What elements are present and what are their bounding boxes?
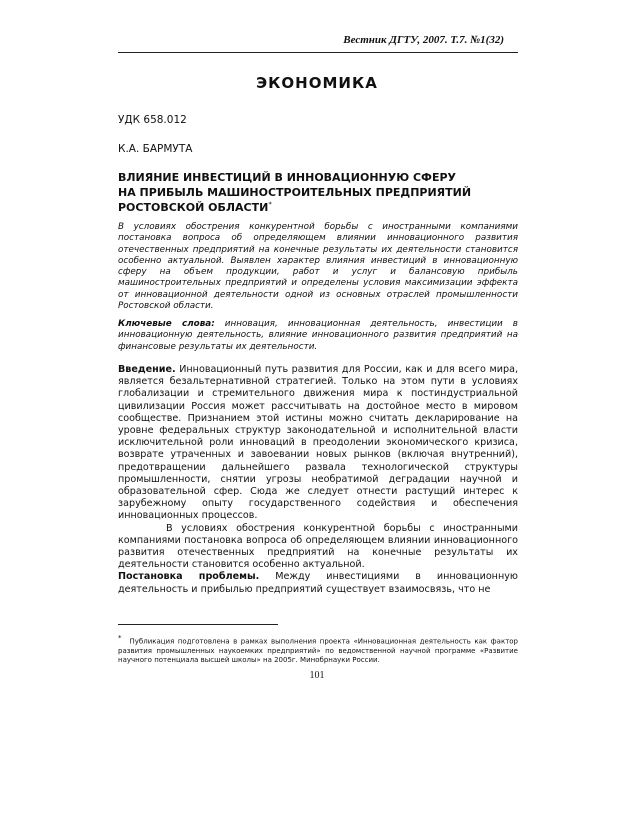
title-line-3-text: РОСТОВСКОЙ ОБЛАСТИ	[118, 201, 269, 214]
problem-text: Между инвестициями в инновационную деятельность и прибылью предприятий существует взаимосвязь, что не	[118, 571, 518, 595]
footnote-mark: *	[118, 634, 122, 642]
abstract: В условиях обострения конкурентной борьбы с иностранными компаниями постановка вопроса об определяющем влиянии инновационного развития отечественных предприятий на конечные результаты их деятельности становится особенно актуальной. Выявлен характер влияния инвестиций в инновационную сферу на объем продукции, работ и услуг и балансовую прибыль машиностроительных предприятий и определены условия максимизации эффекта от инновационной деятельности одной из основных отраслей промышленности Ростовской области.	[118, 222, 518, 312]
intro-paragraph	[118, 364, 518, 523]
author: К.А. БАРМУТА	[118, 143, 193, 155]
page-number: 101	[309, 670, 325, 681]
keywords	[118, 319, 518, 353]
title-line-1: ВЛИЯНИЕ ИНВЕСТИЦИЙ В ИННОВАЦИОННУЮ СФЕРУ	[118, 171, 457, 184]
keywords-label: Ключевые слова:	[118, 319, 215, 329]
title-line-3	[118, 200, 518, 215]
section-title: ЭКОНОМИКА	[256, 74, 378, 92]
body-text	[118, 364, 518, 596]
title-line-2: НА ПРИБЫЛЬ МАШИНОСТРОИТЕЛЬНЫХ ПРЕДПРИЯТИЙ	[118, 186, 472, 199]
problem-label: Постановка проблемы.	[118, 571, 260, 583]
footnote-rule	[118, 624, 278, 625]
title-footnote-mark: *	[268, 200, 272, 209]
footnote-text: Публикация подготовлена в рамках выполнения проекта «Инновационная деятельность как фактор развития промышленных наукоемких предприятий» по ведомственной научной программе «Развитие научного потенциала высшей школы» на 2005г. Минобрнауки России.	[118, 637, 518, 665]
intro-text: Инновационный путь развития для России, как и для всего мира, является безальтернативной стратегией. Только на этом пути в условиях глобализации и стремительного движения мира к постиндустриальной цивилизации Россия может рассчитывать на достойное место в мировом сообществе. Признанием этой истины можно считать декларирование на уровне федеральных структур законодательной и исполнительной власти исключительной роли инноваций в преодолении экономического кризиса, возврате утраченных и завоевании новых рынков (включая внутренний), предотвращении дальнейшего развала технологической структуры промышленности, снятии угрозы необратимой деградации научной и образовательной сфер. Сюда же следует отнести растущий интерес к зарубежному опыту государственного содействия и обеспечения инновационных процессов.	[118, 364, 518, 522]
udc-code: УДК 658.012	[118, 114, 187, 126]
footnote	[118, 634, 518, 666]
problem-paragraph	[118, 571, 518, 595]
intro-label: Введение.	[118, 364, 176, 375]
journal-header: Вестник ДГТУ, 2007. Т.7. №1(32)	[343, 34, 504, 46]
keywords-text: инновация, инновационная деятельность, инвестиции в инновационную деятельность, влияние инновационного развития предприятий на финансовые результаты их деятельности.	[118, 319, 518, 352]
header-rule	[118, 52, 518, 53]
paragraph-2: В условиях обострения конкурентной борьбы с иностранными компаниями постановка вопроса об определяющем влиянии инновационного развития отечественных предприятий на конечные результаты их деятельности становится особенно актуальной.	[118, 522, 518, 571]
article-title	[118, 170, 518, 215]
